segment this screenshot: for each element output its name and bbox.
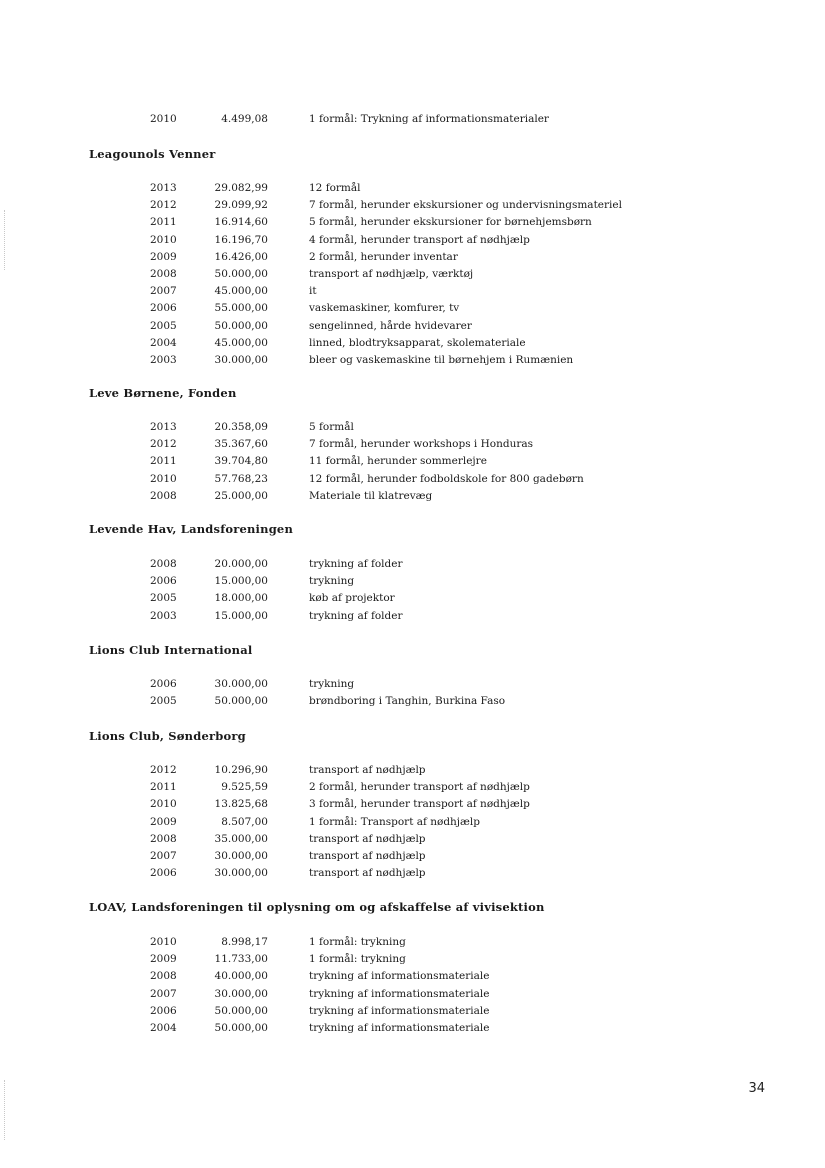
grant-row <box>0 421 825 437</box>
amount: 9.525,59 <box>221 781 268 794</box>
amount: 50.000,00 <box>214 1004 268 1017</box>
amount: 50.000,00 <box>214 268 268 280</box>
amount: 30.000,00 <box>214 850 268 862</box>
description: sengelinned, hårde hvidevarer <box>309 319 472 332</box>
grant-row <box>0 558 825 574</box>
amount: 55.000,00 <box>214 302 268 315</box>
scan-margin-mark <box>4 210 7 270</box>
grant-row <box>0 1022 825 1038</box>
description: 1 formål: trykning <box>309 936 406 948</box>
grant-row <box>0 988 825 1004</box>
year: 2008 <box>150 832 177 845</box>
year: 2011 <box>150 781 177 794</box>
amount: 30.000,00 <box>214 867 268 880</box>
amount: 16.196,70 <box>214 233 268 246</box>
grant-row <box>0 216 825 232</box>
year: 2003 <box>150 609 177 622</box>
description: transport af nødhjælp <box>309 850 426 862</box>
description: 2 formål, herunder transport af nødhjælp <box>309 781 530 794</box>
description: bleer og vaskemaskine til børnehjem i Rumænien <box>309 354 574 366</box>
amount: 8.507,00 <box>221 815 268 828</box>
grant-row <box>0 455 825 471</box>
grant-row <box>0 695 825 711</box>
amount: 4.499,08 <box>221 113 268 125</box>
description: 12 formål, herunder fodboldskole for 800 gadebørn <box>309 472 584 485</box>
description: trykning <box>309 678 355 690</box>
description: brøndboring i Tanghin, Burkina Faso <box>309 695 506 708</box>
grant-row <box>0 936 825 952</box>
description: transport af nødhjælp <box>309 867 426 880</box>
grant-row <box>0 575 825 591</box>
grant-row <box>0 970 825 986</box>
amount: 18.000,00 <box>214 592 268 605</box>
year: 2010 <box>150 798 177 811</box>
year: 2012 <box>150 438 177 451</box>
year: 2010 <box>150 233 177 246</box>
amount: 8.998,17 <box>221 936 268 948</box>
description: 11 formål, herunder sommerlejre <box>309 455 487 468</box>
year: 2004 <box>150 336 177 349</box>
amount: 15.000,00 <box>214 609 268 622</box>
year: 2012 <box>150 764 177 776</box>
grant-row <box>0 798 825 814</box>
organization-heading: Lions Club International <box>89 643 253 657</box>
description: 1 formål: Transport af nødhjælp <box>309 815 481 828</box>
year: 2010 <box>150 472 177 485</box>
year: 2012 <box>150 199 177 212</box>
year: 2011 <box>150 216 177 229</box>
description: trykning af folder <box>309 609 403 622</box>
year: 2006 <box>150 575 177 588</box>
description: trykning <box>309 575 355 588</box>
description: 5 formål, herunder ekskursioner for børnehjemsbørn <box>309 216 592 229</box>
amount: 29.099,92 <box>214 199 268 212</box>
description: trykning af folder <box>309 558 403 570</box>
year: 2008 <box>150 970 177 983</box>
amount: 39.704,80 <box>214 455 268 468</box>
grant-row <box>0 833 825 849</box>
amount: 50.000,00 <box>214 1022 268 1034</box>
grant-row <box>0 320 825 336</box>
description: 12 formål <box>309 182 361 194</box>
year: 2005 <box>150 695 177 708</box>
year: 2005 <box>150 592 177 605</box>
year: 2003 <box>150 354 177 366</box>
description: 1 formål: Trykning af informationsmaterialer <box>309 113 549 125</box>
amount: 30.000,00 <box>214 987 268 1000</box>
year: 2008 <box>150 489 177 502</box>
year: 2008 <box>150 268 177 280</box>
description: transport af nødhjælp <box>309 764 426 776</box>
description: 1 formål: trykning <box>309 953 406 966</box>
top-entry-row <box>0 113 825 129</box>
grant-row <box>0 182 825 198</box>
grant-row <box>0 953 825 969</box>
grant-row <box>0 867 825 883</box>
amount: 15.000,00 <box>214 575 268 588</box>
grant-row <box>0 610 825 626</box>
amount: 40.000,00 <box>214 970 268 983</box>
grant-row <box>0 438 825 454</box>
description: transport af nødhjælp <box>309 832 426 845</box>
organization-heading: Leagounols Venner <box>89 147 216 161</box>
scan-margin-mark <box>4 1080 7 1140</box>
organization-heading: Lions Club, Sønderborg <box>89 729 246 743</box>
year: 2006 <box>150 867 177 880</box>
amount: 45.000,00 <box>214 285 268 298</box>
amount: 25.000,00 <box>214 489 268 502</box>
year: 2009 <box>150 953 177 966</box>
year: 2010 <box>150 113 177 125</box>
year: 2004 <box>150 1022 177 1034</box>
description: 3 formål, herunder transport af nødhjælp <box>309 798 530 811</box>
amount: 16.426,00 <box>214 250 268 263</box>
amount: 30.000,00 <box>214 678 268 690</box>
organization-heading: LOAV, Landsforeningen til oplysning om og afskaffelse af vivisektion <box>89 900 545 914</box>
year: 2007 <box>150 987 177 1000</box>
amount: 10.296,90 <box>214 764 268 776</box>
description: linned, blodtryksapparat, skolemateriale <box>309 336 526 349</box>
amount: 16.914,60 <box>214 216 268 229</box>
amount: 13.825,68 <box>214 798 268 811</box>
amount: 50.000,00 <box>214 319 268 332</box>
year: 2006 <box>150 1004 177 1017</box>
description: vaskemaskiner, komfurer, tv <box>309 302 460 315</box>
grant-row <box>0 268 825 284</box>
description: 4 formål, herunder transport af nødhjælp <box>309 233 530 246</box>
description: trykning af informationsmateriale <box>309 1004 490 1017</box>
description: 5 formål <box>309 421 354 433</box>
amount: 30.000,00 <box>214 354 268 366</box>
grant-row <box>0 592 825 608</box>
amount: 35.367,60 <box>214 438 268 451</box>
year: 2011 <box>150 455 177 468</box>
organization-heading: Levende Hav, Landsforeningen <box>89 522 294 536</box>
description: 7 formål, herunder workshops i Honduras <box>309 438 534 451</box>
amount: 20.000,00 <box>214 558 268 570</box>
grant-row <box>0 1005 825 1021</box>
grant-row <box>0 850 825 866</box>
year: 2007 <box>150 285 177 298</box>
description: it <box>309 285 317 298</box>
amount: 35.000,00 <box>214 832 268 845</box>
amount: 29.082,99 <box>214 182 268 194</box>
grant-row <box>0 251 825 267</box>
year: 2006 <box>150 678 177 690</box>
amount: 50.000,00 <box>214 695 268 708</box>
year: 2009 <box>150 250 177 263</box>
grant-row <box>0 354 825 370</box>
grant-row <box>0 285 825 301</box>
grant-row <box>0 764 825 780</box>
year: 2013 <box>150 421 177 433</box>
amount: 20.358,09 <box>214 421 268 433</box>
grant-row <box>0 781 825 797</box>
year: 2005 <box>150 319 177 332</box>
description: 2 formål, herunder inventar <box>309 250 458 263</box>
grant-row <box>0 490 825 506</box>
year: 2013 <box>150 182 177 194</box>
description: transport af nødhjælp, værktøj <box>309 268 474 280</box>
organization-heading: Leve Børnene, Fonden <box>89 386 237 400</box>
description: køb af projektor <box>309 592 395 605</box>
grant-row <box>0 678 825 694</box>
amount: 11.733,00 <box>214 953 268 966</box>
year: 2007 <box>150 850 177 862</box>
amount: 45.000,00 <box>214 336 268 349</box>
year: 2009 <box>150 815 177 828</box>
grant-row <box>0 473 825 489</box>
page-number: 34 <box>748 1081 765 1096</box>
grant-row <box>0 337 825 353</box>
year: 2006 <box>150 302 177 315</box>
grant-row <box>0 234 825 250</box>
amount: 57.768,23 <box>214 472 268 485</box>
description: trykning af informationsmateriale <box>309 970 490 983</box>
description: 7 formål, herunder ekskursioner og undervisningsmateriel <box>309 199 622 212</box>
year: 2008 <box>150 558 177 570</box>
description: Materiale til klatrevæg <box>309 489 433 502</box>
description: trykning af informationsmateriale <box>309 987 490 1000</box>
grant-row <box>0 199 825 215</box>
grant-row <box>0 302 825 318</box>
description: trykning af informationsmateriale <box>309 1022 490 1034</box>
grant-row <box>0 816 825 832</box>
year: 2010 <box>150 936 177 948</box>
